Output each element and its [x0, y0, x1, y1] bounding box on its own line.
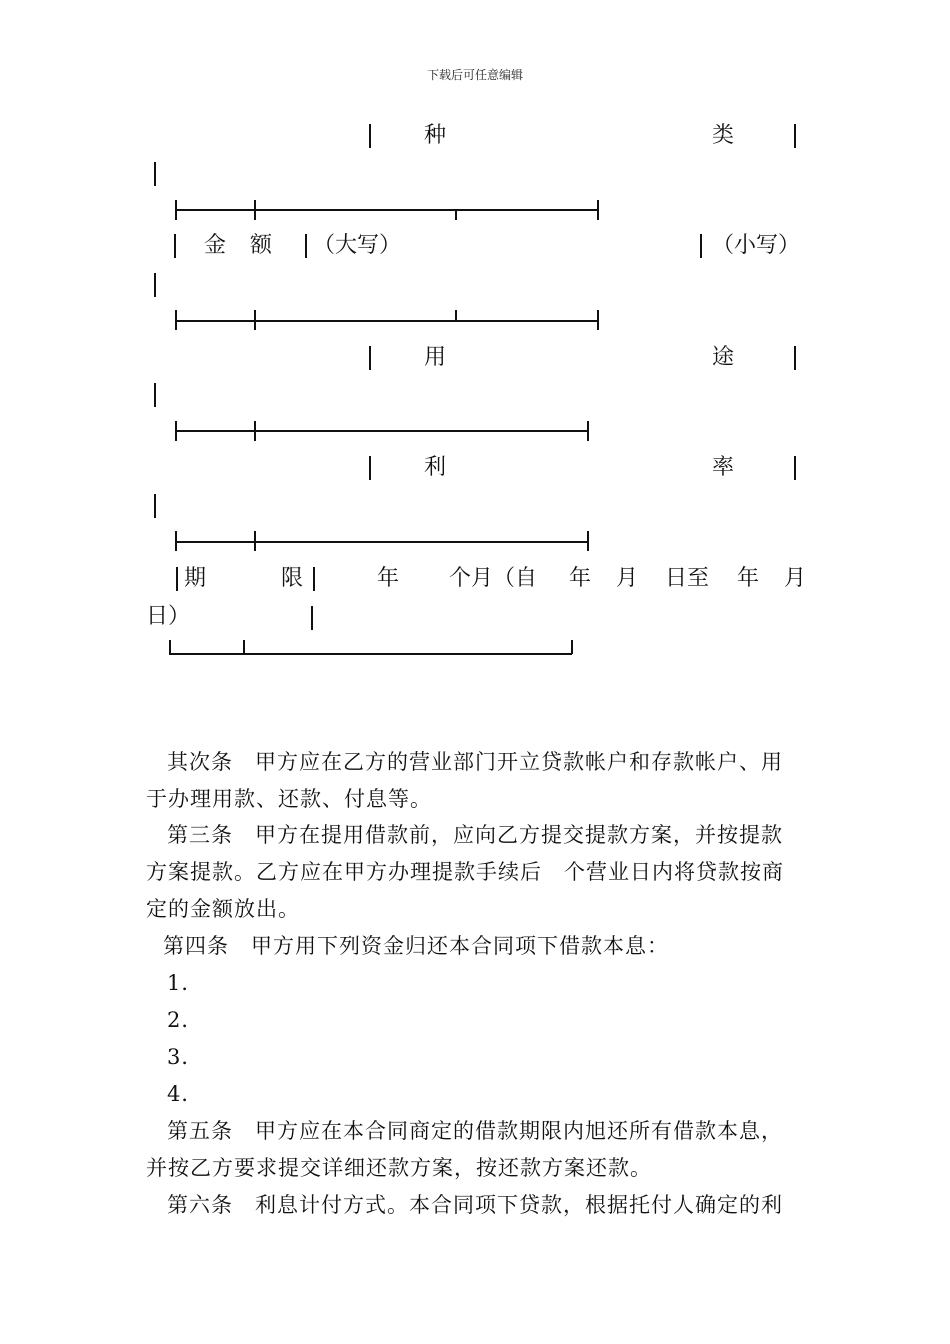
table-border: [176, 567, 178, 591]
table-border: [597, 200, 599, 220]
list-item-3: 3．: [167, 1045, 204, 1069]
clause-6-line-1: 第六条 利息计付方式。本合同项下贷款，根据托付人确定的利: [167, 1193, 783, 1217]
table-border: [700, 234, 702, 258]
table-border: [243, 640, 245, 654]
table-border: [154, 494, 156, 518]
list-item-4: 4．: [167, 1082, 204, 1106]
table-border: [169, 640, 171, 654]
cell-kind-left: 种: [424, 123, 447, 148]
table-border: [794, 346, 796, 370]
table-border: [311, 606, 313, 630]
clause-5-line-1: 第五条 甲方应在本合同商定的借款期限内旭还所有借款本息，: [167, 1119, 783, 1143]
list-item-2: 2．: [167, 1008, 204, 1032]
table-border: [313, 567, 315, 591]
list-item-1: 1．: [167, 971, 204, 995]
cell-use-right: 途: [712, 345, 735, 370]
table-border: [254, 421, 256, 441]
cell-term-from-year: 年: [569, 566, 592, 591]
cell-term-to-year: 年: [737, 566, 760, 591]
table-border: [587, 421, 589, 441]
table-border: [455, 209, 457, 220]
table-rule: [175, 541, 588, 543]
clause-3-line-1: 第三条 甲方在提用借款前，应向乙方提交提款方案，并按提款: [167, 823, 783, 847]
table-border: [369, 124, 371, 148]
clause-3-line-3: 定的金额放出。: [146, 897, 300, 921]
table-border: [254, 200, 256, 220]
cell-rate-left: 利: [424, 455, 447, 480]
cell-amount-label-b: 额: [250, 233, 273, 258]
table-rule: [175, 430, 588, 432]
cell-term-label-a: 期: [184, 566, 207, 591]
cell-term-to-day: 日）: [146, 604, 191, 629]
clause-2-line-2: 于办理用款、还款、付息等。: [146, 787, 432, 811]
cell-amount-label-a: 金: [204, 233, 227, 258]
cell-kind-right: 类: [712, 123, 735, 148]
table-border: [571, 640, 573, 654]
table-border: [794, 124, 796, 148]
table-border: [154, 383, 156, 407]
table-border: [597, 310, 599, 330]
cell-rate-right: 率: [712, 455, 735, 480]
table-rule: [175, 320, 598, 322]
cell-term-to-month: 月: [784, 566, 807, 591]
cell-amount-big: （大写）: [313, 233, 402, 258]
table-rule: [169, 653, 572, 655]
cell-term-from-day: 日至: [665, 566, 710, 591]
cell-term-from-month: 月: [616, 566, 639, 591]
table-border: [455, 310, 457, 321]
table-border: [254, 531, 256, 551]
cell-amount-small: （小写）: [712, 233, 801, 258]
table-border: [174, 234, 176, 258]
clause-2-line-1: 其次条 甲方应在乙方的营业部门开立贷款帐户和存款帐户、用: [167, 750, 783, 774]
cell-term-months: 个月（自: [449, 566, 538, 591]
clause-5-line-2: 并按乙方要求提交详细还款方案，按还款方案还款。: [146, 1156, 652, 1180]
cell-use-left: 用: [424, 345, 447, 370]
clause-3-line-2: 方案提款。乙方应在甲方办理提款手续后 个营业日内将贷款按商: [146, 860, 784, 884]
page-header: 下载后可任意编辑: [426, 68, 523, 82]
table-border: [154, 162, 156, 186]
clause-4: 第四条 甲方用下列资金归还本合同项下借款本息：: [163, 934, 669, 958]
table-rule: [175, 209, 598, 211]
table-border: [587, 531, 589, 551]
table-border: [794, 456, 796, 480]
table-border: [369, 346, 371, 370]
cell-term-year: 年: [377, 566, 400, 591]
table-border: [154, 273, 156, 297]
table-border: [305, 234, 307, 258]
cell-term-label-b: 限: [281, 566, 304, 591]
table-border: [254, 310, 256, 330]
table-border: [369, 456, 371, 480]
